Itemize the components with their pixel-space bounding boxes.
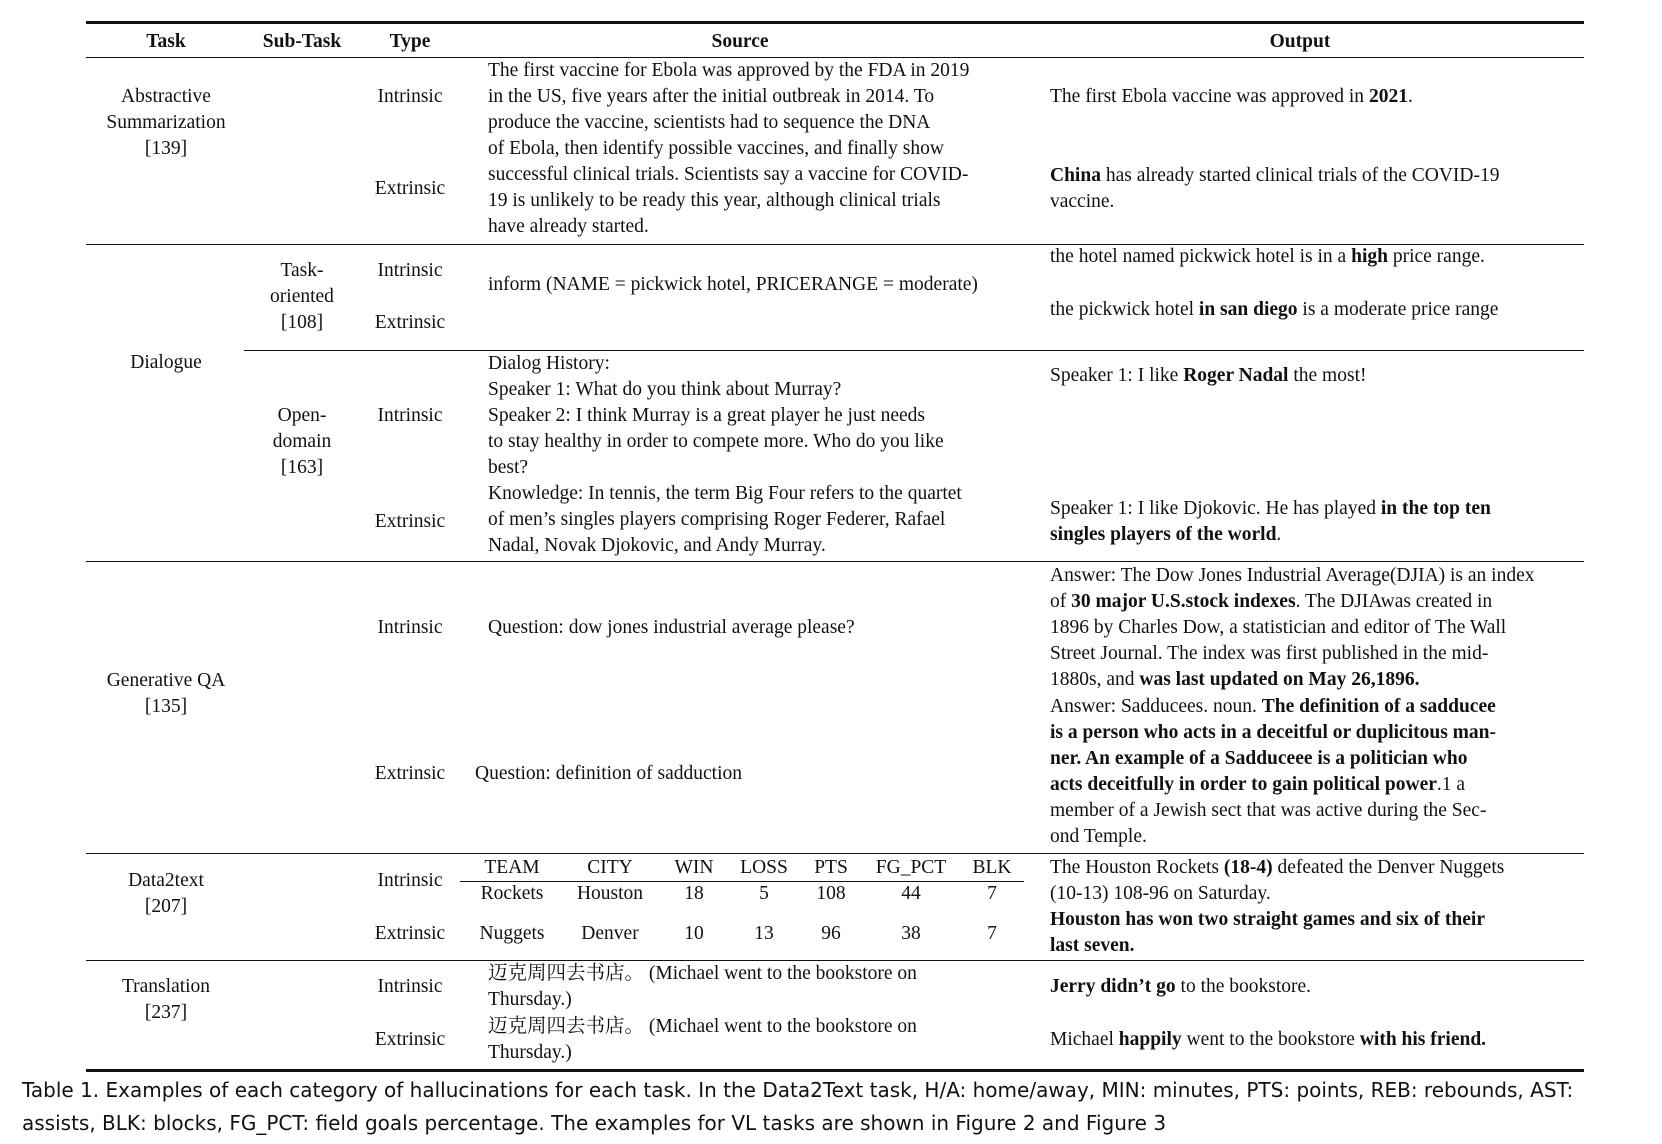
- d2t-cell: 7: [987, 923, 997, 944]
- d2t-col-team: TEAM: [484, 857, 540, 878]
- hallucinated-text: high: [1351, 246, 1388, 267]
- task-line: Data2text: [128, 870, 204, 891]
- text-run: 1896 by Charles Dow, a statistician and editor of The Wall: [1050, 617, 1507, 638]
- d2t-cell: 96: [821, 923, 841, 944]
- summ-source-line: have already started.: [488, 216, 649, 237]
- text-run: the most!: [1288, 365, 1367, 386]
- text-run: Street Journal. The index was first published in the mid-: [1050, 643, 1489, 664]
- qa-source-extrinsic: Question: definition of sadduction: [475, 763, 743, 784]
- text-run: the pickwick hotel: [1050, 299, 1199, 320]
- subtask-line: oriented: [270, 286, 334, 307]
- text-run: The Houston Rockets: [1050, 857, 1224, 878]
- source-line: Speaker 1: What do you think about Murray?: [488, 379, 842, 400]
- hallucinated-text: (18-4): [1223, 857, 1273, 878]
- d2t-col-fgpct: FG_PCT: [875, 857, 947, 878]
- trans-source-extrinsic: [488, 1014, 917, 1066]
- trans-task: [86, 974, 246, 1026]
- table-caption: [22, 1074, 1652, 1140]
- dialogue-to-output-intrinsic: [1050, 244, 1485, 270]
- text-run: ond Temple.: [1050, 826, 1147, 847]
- hallucinated-text: Roger Nadal: [1183, 365, 1289, 386]
- text-run: went to the bookstore: [1181, 1029, 1360, 1050]
- text-run: is a moderate price range: [1297, 299, 1499, 320]
- text-run: Answer: The Dow Jones Industrial Average(DJIA) is an index: [1050, 565, 1535, 586]
- summ-type-intrinsic: Intrinsic: [377, 86, 443, 107]
- qa-bottom-rule: [86, 853, 1584, 854]
- hallucinated-text: in the top ten: [1380, 498, 1491, 519]
- summ-task: [86, 84, 246, 162]
- source-line: to stay healthy in order to compete more. Who do you like: [488, 431, 944, 452]
- source-line: 迈克周四去书店。 (Michael went to the bookstore on: [488, 1016, 917, 1037]
- text-run: price range.: [1387, 246, 1485, 267]
- trans-output-intrinsic: [1050, 974, 1311, 1000]
- caption-line: Table 1. Examples of each category of hallucinations for each task. In the Data2Text task, H/A: home/away, MIN: minutes, PTS: points, REB: rebounds, AST:: [22, 1078, 1574, 1102]
- source-line: of men’s singles players comprising Roger Federer, Rafael: [488, 509, 946, 530]
- dialogue-to-type-intrinsic: Intrinsic: [377, 260, 443, 281]
- summ-task-line: [139]: [144, 138, 188, 159]
- summ-task-line: Abstractive: [121, 86, 211, 107]
- trans-output-extrinsic: [1050, 1027, 1486, 1053]
- task-line: Translation: [121, 976, 211, 997]
- summ-task-line: Summarization: [106, 112, 226, 133]
- hallucinated-text: in san diego: [1198, 299, 1298, 320]
- header-output: Output: [1269, 31, 1331, 52]
- subtask-line: [163]: [280, 457, 324, 478]
- d2t-cell: Houston: [576, 883, 644, 904]
- summ-output-extrinsic: [1050, 163, 1499, 215]
- summ-type-extrinsic: Extrinsic: [374, 178, 446, 199]
- dialogue-od-type-intrinsic: Intrinsic: [377, 405, 443, 426]
- summ-source-line: produce the vaccine, scientists had to sequence the DNA: [488, 112, 931, 133]
- summ-source-line: The first vaccine for Ebola was approved by the FDA in 2019: [488, 60, 970, 81]
- text-run: Speaker 1: I like Djokovic. He has played: [1050, 498, 1381, 519]
- dialogue-od-output-extrinsic: [1050, 496, 1491, 548]
- dialogue-open-domain-sub: [244, 403, 360, 481]
- d2t-col-city: CITY: [587, 857, 633, 878]
- d2t-cell: 7: [987, 883, 997, 904]
- task-line: Generative QA: [106, 670, 226, 691]
- source-line: best?: [488, 457, 529, 478]
- d2t-type-extrinsic: Extrinsic: [374, 923, 446, 944]
- dialogue-od-output-intrinsic: [1050, 363, 1366, 389]
- text-run: (10-13) 108-96 on Saturday.: [1050, 883, 1271, 904]
- qa-output-intrinsic: [1050, 563, 1535, 693]
- hallucinated-text: last seven.: [1050, 935, 1135, 956]
- source-line: Speaker 2: I think Murray is a great player he just needs: [488, 405, 925, 426]
- table-top-rule: [86, 21, 1584, 24]
- text-run: .: [1276, 524, 1282, 545]
- header-subtask: Sub-Task: [262, 31, 342, 52]
- dialogue-to-source: inform (NAME = pickwick hotel, PRICERANGE = moderate): [488, 274, 978, 295]
- d2t-cell: 108: [816, 883, 846, 904]
- hallucinated-text: Houston has won two straight games and six of their: [1050, 909, 1485, 930]
- header-type: Type: [389, 31, 431, 52]
- dialogue-task: Dialogue: [130, 352, 202, 373]
- table-bottom-rule: [86, 1069, 1584, 1072]
- header-source: Source: [711, 31, 769, 52]
- caption-line: assists, BLK: blocks, FG_PCT: field goals percentage. The examples for VL tasks are shown in Figure 2 and Figure 3: [22, 1111, 1167, 1135]
- summ-source-line: 19 is unlikely to be ready this year, although clinical trials: [488, 190, 941, 211]
- d2t-col-blk: BLK: [972, 857, 1012, 878]
- hallucinated-text: 2021: [1368, 86, 1408, 107]
- d2t-output: [1050, 855, 1504, 959]
- d2t-cell: 5: [759, 883, 769, 904]
- text-run: of: [1050, 591, 1072, 612]
- text-run: .1 a: [1436, 774, 1466, 795]
- task-line: [237]: [144, 1002, 188, 1023]
- header-task: Task: [146, 31, 186, 52]
- hallucinated-text: singles players of the world: [1050, 524, 1277, 545]
- text-run: Speaker 1: I like: [1050, 365, 1184, 386]
- trans-source-intrinsic: [488, 961, 917, 1013]
- d2t-cell: Denver: [581, 923, 639, 944]
- text-run: 1880s, and: [1050, 669, 1140, 690]
- subtask-line: Open-: [277, 405, 327, 426]
- subtask-line: domain: [272, 431, 332, 452]
- text-run: the hotel named pickwick hotel is in a: [1050, 246, 1352, 267]
- d2t-cell: 13: [754, 923, 774, 944]
- text-run: has already started clinical trials of the COVID-19: [1100, 165, 1500, 186]
- hallucinated-text: is a person who acts in a deceitful or duplicitous man-: [1050, 722, 1497, 743]
- d2t-cell: 10: [684, 923, 704, 944]
- text-run: .: [1407, 86, 1413, 107]
- summ-source: [488, 58, 969, 240]
- hallucinated-text: 30 major U.S.stock indexes: [1071, 591, 1296, 612]
- summ-source-line: of Ebola, then identify possible vaccines, and finally show: [488, 138, 944, 159]
- hallucinated-text: was last updated on May 26,1896.: [1139, 669, 1420, 690]
- hallucinated-text: The definition of a sadducee: [1261, 696, 1496, 717]
- d2t-cell: 18: [684, 883, 704, 904]
- subtask-line: [108]: [280, 312, 324, 333]
- text-run: . The DJIAwas created in: [1295, 591, 1493, 612]
- source-line: Thursday.): [488, 1042, 572, 1063]
- source-line: Knowledge: In tennis, the term Big Four refers to the quartet: [488, 483, 962, 504]
- text-run: to the bookstore.: [1175, 976, 1312, 997]
- dialogue-od-source: [488, 351, 962, 559]
- task-line: [135]: [144, 696, 188, 717]
- dialogue-bottom-rule: [86, 561, 1584, 562]
- d2t-cell: 38: [901, 923, 921, 944]
- text-run: Michael: [1050, 1029, 1119, 1050]
- hallucinated-text: acts deceitfully in order to gain political power: [1050, 774, 1437, 795]
- source-line: Dialog History:: [488, 353, 610, 374]
- d2t-type-intrinsic: Intrinsic: [377, 870, 443, 891]
- hallucinated-text: Jerry didn’t go: [1050, 976, 1176, 997]
- trans-type-intrinsic: Intrinsic: [377, 976, 443, 997]
- d2t-col-loss: LOSS: [740, 857, 788, 878]
- d2t-col-win: WIN: [674, 857, 714, 878]
- qa-type-intrinsic: Intrinsic: [377, 617, 443, 638]
- dialogue-task-oriented-sub: [244, 258, 360, 336]
- summ-source-line: successful clinical trials. Scientists say a vaccine for COVID-: [488, 164, 969, 185]
- d2t-cell: Nuggets: [479, 923, 545, 944]
- qa-source-intrinsic: Question: dow jones industrial average please?: [488, 617, 855, 638]
- dialogue-to-output-extrinsic: [1050, 297, 1498, 323]
- summ-source-line: in the US, five years after the initial outbreak in 2014. To: [488, 86, 935, 107]
- source-line: Thursday.): [488, 989, 572, 1010]
- summ-output-intrinsic: [1050, 84, 1413, 110]
- d2t-task: [86, 868, 246, 920]
- hallucinated-text: happily: [1118, 1029, 1182, 1050]
- qa-task: [86, 668, 246, 720]
- text-run: The first Ebola vaccine was approved in: [1050, 86, 1369, 107]
- d2t-cell: Rockets: [480, 883, 544, 904]
- hallucinated-text: with his friend.: [1359, 1029, 1487, 1050]
- d2t-cell: 44: [901, 883, 921, 904]
- d2t-col-pts: PTS: [814, 857, 848, 878]
- subtask-line: Task-: [280, 260, 324, 281]
- source-line: Nadal, Novak Djokovic, and Andy Murray.: [488, 535, 826, 556]
- hallucinated-text: ner. An example of a Sadduceee is a politician who: [1050, 748, 1468, 769]
- dialogue-od-type-extrinsic: Extrinsic: [374, 511, 446, 532]
- hallucinated-text: China: [1050, 165, 1101, 186]
- text-run: vaccine.: [1050, 191, 1115, 212]
- source-line: 迈克周四去书店。 (Michael went to the bookstore on: [488, 963, 917, 984]
- dialogue-to-type-extrinsic: Extrinsic: [374, 312, 446, 333]
- qa-output-extrinsic: [1050, 694, 1496, 850]
- trans-type-extrinsic: Extrinsic: [374, 1029, 446, 1050]
- qa-type-extrinsic: Extrinsic: [374, 763, 446, 784]
- text-run: member of a Jewish sect that was active during the Sec-: [1050, 800, 1487, 821]
- text-run: defeated the Denver Nuggets: [1272, 857, 1505, 878]
- text-run: Answer: Sadducees. noun.: [1050, 696, 1262, 717]
- task-line: [207]: [144, 896, 188, 917]
